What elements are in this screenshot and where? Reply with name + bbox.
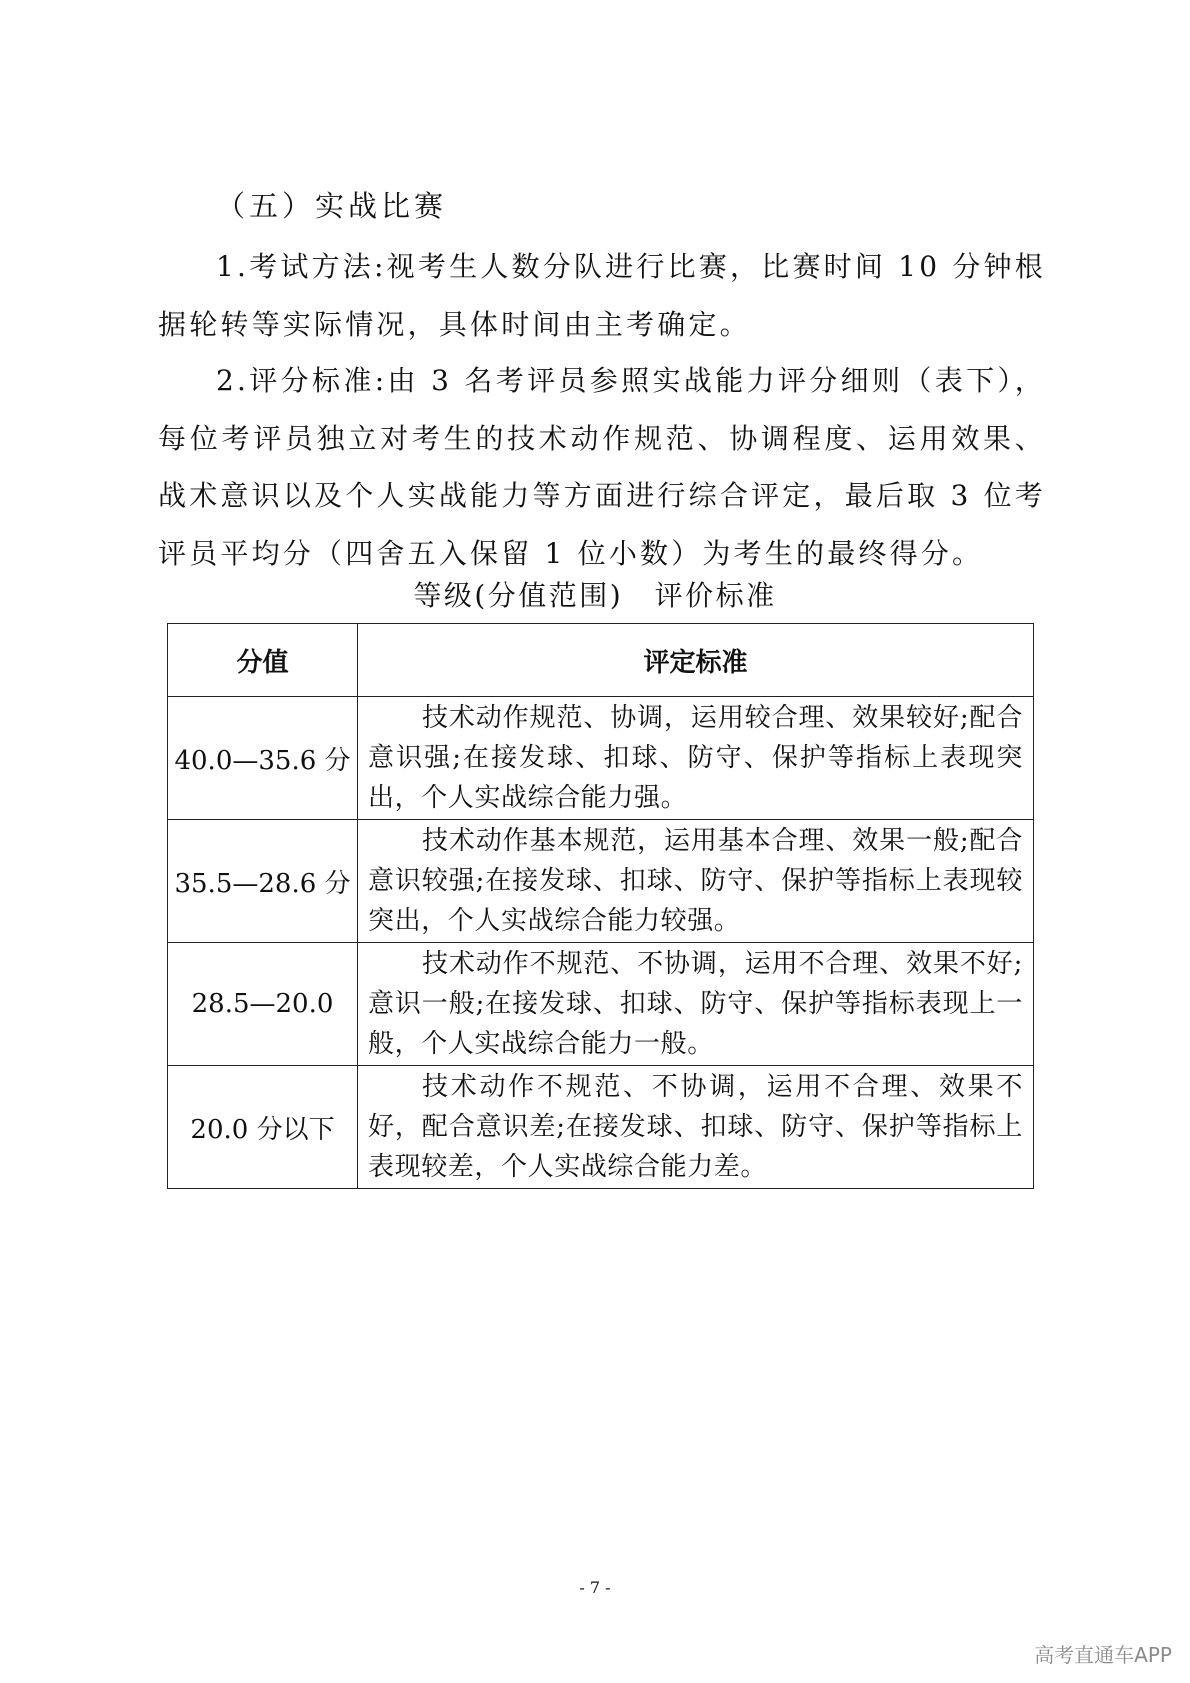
table-caption: 等级(分值范围) 评价标准 <box>413 579 777 612</box>
watermark: 高考直通车APP <box>1034 1643 1172 1667</box>
criteria-cell: 技术动作规范、协调，运用较合理、效果较好;配合意识强;在接发球、扣球、防守、保护等指标上表现突出，个人实战综合能力强。 <box>358 697 1034 820</box>
criteria-cell: 技术动作不规范、不协调，运用不合理、效果不好，配合意识差;在接发球、扣球、防守、保护等指标上表现较差，个人实战综合能力差。 <box>358 1066 1034 1189</box>
section-title: （五）实战比赛 <box>216 189 448 223</box>
criteria-column-header: 评定标准 <box>358 624 1034 697</box>
table-row <box>168 697 1034 820</box>
score-column-header: 分值 <box>168 624 358 697</box>
table-row <box>168 943 1034 1066</box>
scoring-table <box>167 623 1034 1189</box>
score-range-cell: 40.0—35.6 分 <box>168 697 358 820</box>
table-row <box>168 820 1034 943</box>
criteria-cell: 技术动作基本规范，运用基本合理、效果一般;配合意识较强;在接发球、扣球、防守、保护等指标上表现较突出，个人实战综合能力较强。 <box>358 820 1034 943</box>
table-row <box>168 1066 1034 1189</box>
score-range-cell: 28.5—20.0 <box>168 943 358 1066</box>
exam-method-paragraph: 1.考试方法:视考生人数分队进行比赛，比赛时间 10 分钟根据轮转等实际情况，具体时间由主考确定。 <box>158 250 1046 341</box>
page-number: - 7 - <box>579 1578 611 1597</box>
score-range-cell: 20.0 分以下 <box>168 1066 358 1189</box>
score-range-cell: 35.5—28.6 分 <box>168 820 358 943</box>
table-header-row <box>168 624 1034 697</box>
criteria-cell: 技术动作不规范、不协调，运用不合理、效果不好;意识一般;在接发球、扣球、防守、保护等指标表现上一般，个人实战综合能力一般。 <box>358 943 1034 1066</box>
scoring-standard-paragraph: 2.评分标准:由 3 名考评员参照实战能力评分细则（表下），每位考评员独立对考生的技术动作规范、协调程度、运用效果、战术意识以及个人实战能力等方面进行综合评定，最后取 3 位考评员平均分（四舍五入保留 1 位小数）为考生的最终得分。 <box>158 364 1046 570</box>
